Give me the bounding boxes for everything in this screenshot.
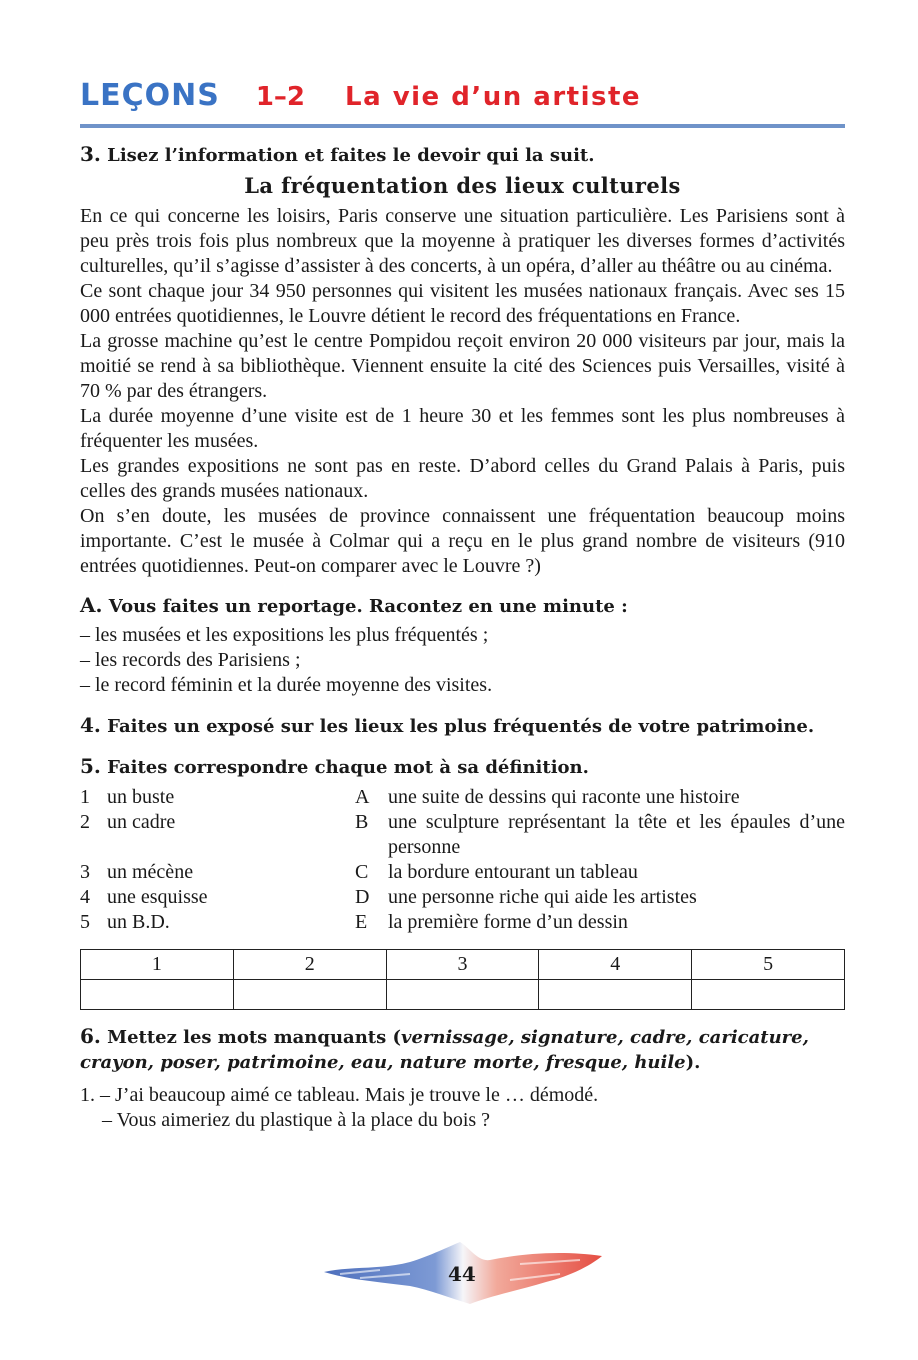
instruction-text: Mettez les mots manquants (	[107, 1027, 402, 1048]
header-rule	[80, 124, 845, 128]
lessons-numbers: 1–2	[255, 82, 306, 112]
word-item	[80, 910, 355, 935]
paragraph: On s’en doute, les musées de province connaissent une fréquentation beaucoup moins importante. C’est le musée à Colmar qui a reçu en le plus grand nombre de visiteurs (910 entrées quotidiennes. Peut-on comparer avec le Louvre ?)	[80, 505, 845, 577]
answer-cell[interactable]	[233, 980, 386, 1010]
answer-header-cell: 4	[539, 950, 692, 980]
definition-key: B	[355, 811, 369, 833]
lessons-word: LEÇONS	[80, 78, 220, 113]
exercise-number: 3.	[80, 142, 101, 166]
list-item: – le record féminin et la durée moyenne des visites.	[80, 674, 493, 696]
paragraph: Ce sont chaque jour 34 950 personnes qui visitent les musées nationaux français. Avec ses 15 000 entrées quotidiennes, le Louvre détient le record des fréquentations en France.	[80, 280, 845, 327]
instruction-text: Faites correspondre chaque mot à sa définition.	[107, 757, 589, 778]
definition-item	[355, 910, 845, 935]
lesson-title: La vie d’un artiste	[345, 82, 642, 112]
exercise-letter: A.	[80, 593, 103, 617]
exercise-5-instruction	[80, 754, 845, 780]
dialogue-line: 1. – J’ai beaucoup aimé ce tableau. Mais je trouve le … démodé.	[80, 1084, 599, 1106]
word-bank: vernissage, signature, cadre, caricature, crayon, poser, patrimoine, eau, nature morte, fresque, huile	[80, 1027, 809, 1073]
answer-header-cell: 5	[692, 950, 845, 980]
reportage-list	[80, 623, 845, 698]
word-key: 1	[80, 786, 90, 808]
exercise-a-instruction	[80, 593, 845, 619]
answer-header-cell: 2	[233, 950, 386, 980]
definition-text: une suite de dessins qui raconte une histoire	[388, 786, 740, 808]
word-item	[80, 885, 355, 910]
exercise-4-instruction	[80, 713, 845, 739]
exercise-number: 4.	[80, 713, 101, 737]
instruction-text: Faites un exposé sur les lieux les plus fréquentés de votre patrimoine.	[107, 716, 815, 737]
instruction-text: Vous faites un reportage. Racontez en une minute :	[108, 596, 628, 617]
paragraph: En ce qui concerne les loisirs, Paris conserve une situation particulière. Les Parisiens sont à peu près trois fois plus nombreux que la moyenne à pratiquer les diverses formes d’activités culturelles, qu’il s’agisse d’assister à des concerts, à un opéra, d’aller au théâtre ou au cinéma.	[80, 205, 845, 277]
word-text: un B.D.	[107, 911, 170, 933]
definition-text: la première forme d’un dessin	[388, 911, 628, 933]
word-key: 3	[80, 861, 90, 883]
word-key: 5	[80, 911, 90, 933]
text-title: La fréquentation des lieux culturels	[244, 173, 681, 198]
exercise-6-instruction	[80, 1024, 845, 1075]
dialogue-line: – Vous aimeriez du plastique à la place du bois ?	[102, 1109, 491, 1131]
definition-text: une personne riche qui aide les artistes	[388, 886, 697, 908]
list-item: – les records des Parisiens ;	[80, 649, 301, 671]
list-item: – les musées et les expositions les plus fréquentés ;	[80, 624, 489, 646]
word-key: 2	[80, 811, 90, 833]
lesson-header	[80, 78, 845, 118]
matching-grid	[80, 785, 845, 935]
answer-header-cell: 1	[81, 950, 234, 980]
instruction-end: ).	[685, 1052, 701, 1073]
word-text: une esquisse	[107, 886, 208, 908]
definition-item	[355, 885, 845, 910]
answer-table	[80, 949, 845, 1010]
dialogue	[80, 1083, 845, 1133]
answer-header-cell: 3	[386, 950, 539, 980]
word-item	[80, 860, 355, 885]
definition-item	[355, 860, 845, 885]
definition-text: la bordure entourant un tableau	[388, 861, 638, 883]
exercise-number: 5.	[80, 754, 101, 778]
answer-cell[interactable]	[386, 980, 539, 1010]
definition-item	[355, 785, 845, 810]
word-item	[80, 810, 355, 860]
answer-input-row	[81, 980, 845, 1010]
word-text: un buste	[107, 786, 175, 808]
word-item	[80, 785, 355, 810]
page-number: 44	[448, 1262, 476, 1286]
answer-cell[interactable]	[692, 980, 845, 1010]
definition-key: E	[355, 911, 368, 933]
answer-header-row	[81, 950, 845, 980]
word-text: un cadre	[107, 811, 176, 833]
page	[80, 78, 845, 1133]
paragraph: La grosse machine qu’est le centre Pompidou reçoit environ 20 000 visiteurs par jour, mais la moitié se rend à sa bibliothèque. Viennent ensuite la cité des Sciences puis Versailles, visité à 70 % par des étrangers.	[80, 330, 845, 402]
paragraph: Les grandes expositions ne sont pas en reste. D’abord celles du Grand Palais à Paris, puis celles des grands musées nationaux.	[80, 455, 845, 502]
answer-cell[interactable]	[81, 980, 234, 1010]
answer-cell[interactable]	[539, 980, 692, 1010]
word-text: un mécène	[107, 861, 194, 883]
definition-item	[355, 810, 845, 860]
page-footer	[320, 1240, 610, 1310]
word-key: 4	[80, 886, 90, 908]
definition-text: une sculpture représentant la tête et les épaules d’une personne	[388, 811, 845, 858]
definition-key: C	[355, 861, 369, 883]
exercise-number: 6.	[80, 1024, 101, 1048]
paragraph: La durée moyenne d’une visite est de 1 heure 30 et les femmes sont les plus nombreuses à fréquenter les musées.	[80, 405, 845, 452]
instruction-text: Lisez l’information et faites le devoir qui la suit.	[107, 145, 595, 166]
definition-key: D	[355, 886, 370, 908]
reading-text	[80, 204, 845, 579]
definition-key: A	[355, 786, 370, 808]
exercise-3-instruction	[80, 142, 845, 168]
